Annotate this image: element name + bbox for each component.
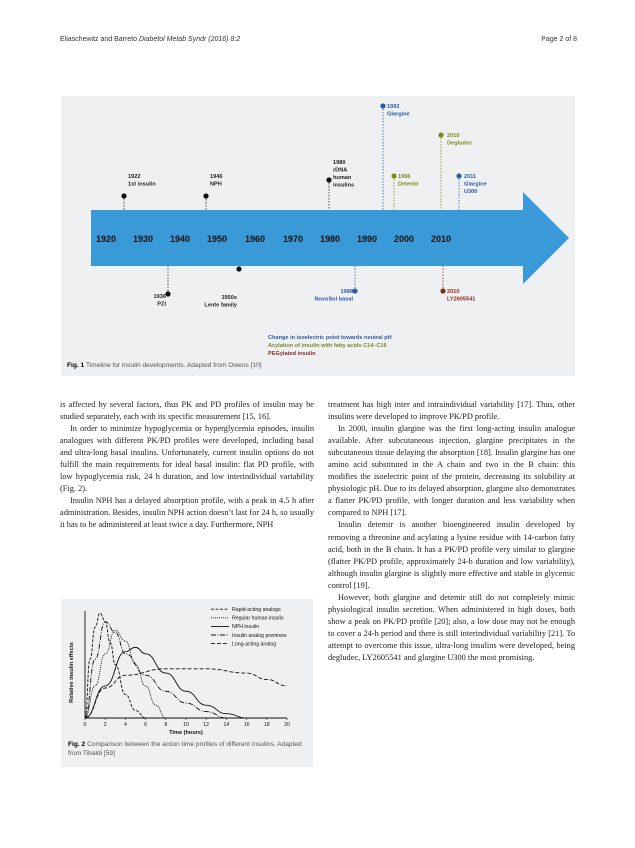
legend-entry: NPH insulin [232, 624, 260, 631]
paragraph: treatment has high inter and intraindividual variability [17]. Thus, other insulins were developed to improve PK/PD profile. [328, 400, 575, 422]
left-column [60, 399, 314, 532]
event-label: 1950s [221, 295, 237, 301]
event-label: 1st insulin [128, 181, 156, 188]
event-label: Glargine [464, 181, 487, 188]
legend-entry: Long-acting analog [232, 641, 277, 648]
event-label: U300 [464, 189, 478, 195]
x-tick-label: 16 [243, 722, 250, 728]
x-tick-label: 0 [83, 722, 87, 728]
event-label: 1996 [398, 174, 411, 180]
event-label: Glargine [387, 111, 410, 118]
timeline-event [326, 160, 354, 210]
right-column [328, 399, 575, 664]
legend-entry: Insulin analog premixes [232, 632, 287, 639]
timeline-event [456, 173, 486, 210]
legend-entry: Regular human insulin [232, 615, 284, 622]
decade-label: 1980 [320, 234, 341, 244]
decade-label: 1990 [357, 234, 378, 244]
event-label: Detemir [398, 181, 419, 188]
event-dot [352, 288, 357, 293]
event-dot [391, 173, 396, 178]
series-line [85, 630, 166, 718]
event-label: 1992 [387, 104, 400, 110]
paragraph: In 2000, insulin glargine was the first long-acting insulin analogue available. After subcutaneous injection, glargine precipitates in the subcutaneous tissue delaying the absorption [18]. Insulin glargine has one amino acid substituted in the A chain and two in the B chain: this modifies the isoelectric point of the protein, decreasing its solubility at physiologic pH. Due to its delayed absorption, glargine also demonstrates a flatter PK/PD profile, with longer duration and less variability when compared to NPH [17]. [328, 424, 575, 518]
event-dot [203, 193, 208, 198]
event-label: 1936 [153, 294, 166, 300]
chart-svg [61, 599, 313, 739]
decade-label: 1930 [133, 234, 154, 244]
event-label: 1946 [210, 174, 223, 180]
timeline-event [440, 266, 475, 303]
figure-1-timeline [61, 96, 575, 376]
event-label: 1980 [333, 160, 346, 166]
series-line [85, 647, 247, 718]
x-tick-label: 20 [284, 722, 290, 728]
event-label: Lente family [204, 302, 237, 309]
y-axis-label: Relative insulin effects [69, 642, 75, 703]
decade-label: 1960 [245, 234, 266, 244]
decade-label: 2010 [431, 234, 452, 244]
timeline-event [314, 266, 357, 303]
timeline-event [204, 266, 241, 309]
page-number: Page 2 of 8 [541, 36, 577, 43]
event-dot [380, 103, 385, 108]
decade-label: 1970 [283, 234, 304, 244]
figure-1-caption: Fig. 1 Timeline for insulin developments. Adapted from Owens [10] [67, 362, 262, 369]
event-label: NovoSol basal [314, 296, 353, 303]
paragraph: is affected by several factors, thus PK and PD profiles of insulin may be studied separately, each with its specific measurement [15, 16]. [60, 400, 314, 422]
timeline-event [154, 266, 171, 308]
legend-acylation: Acylation of insulin with fatty acids C14–C16 [268, 343, 387, 349]
event-label: human [333, 175, 352, 181]
paragraph: Insulin NPH has a delayed absorption profile, with a peak in 4.5 h after administration. Besides, insulin NPH action doesn’t last for 24 h, so usually it has to be administered at least twice a day. Furthermore, NPH [60, 496, 314, 530]
x-tick-label: 8 [164, 722, 168, 728]
x-tick-label: 4 [123, 722, 127, 728]
event-dot [438, 132, 443, 137]
event-dot [456, 173, 461, 178]
event-label: Degludec [447, 140, 473, 147]
event-label: 2010 [447, 289, 460, 295]
paragraph: However, both glargine and detemir still do not completely mimic physiological insulin secretion. When administered in high doses, both show a peak on PK/PD profile [20]; also, a low dose may not be enough to cover a 24-h period and there is still interindividual variability [21]. To attempt to overcome this issue, ultra-long insulins were developed, being degludec, LY2605541 and glargine U300 the most promising. [328, 592, 575, 662]
event-label: 2010 [447, 133, 460, 139]
event-label: 2011 [464, 174, 477, 180]
x-tick-label: 10 [183, 722, 189, 728]
x-tick-label: 12 [203, 722, 210, 728]
event-label: PZI [157, 301, 166, 308]
event-dot [326, 177, 331, 182]
event-label: rDNA [333, 167, 348, 174]
x-tick-label: 14 [223, 722, 230, 728]
event-label: NPH [210, 181, 222, 188]
decade-label: 1940 [170, 234, 191, 244]
x-tick-label: 18 [263, 722, 270, 728]
x-tick-label: 6 [144, 722, 148, 728]
figure-2-chart [61, 599, 313, 767]
event-dot [236, 266, 241, 271]
event-label: 1922 [128, 174, 141, 180]
x-axis-label: Time (hours) [169, 730, 203, 736]
timeline-event [203, 174, 222, 210]
legend-isoelectric: Change in isoelectric point towards neutral pH [268, 335, 392, 341]
series-line [85, 613, 146, 718]
legend-pegylated: PEGylated insulin [268, 351, 316, 357]
event-label: 1988 [340, 289, 353, 295]
legend-entry: Rapid-acting analogs [232, 607, 281, 613]
event-label: LY2605541 [447, 296, 476, 303]
series-line [85, 669, 287, 718]
x-tick-label: 2 [103, 722, 107, 728]
timeline-event [391, 173, 419, 210]
event-dot [440, 288, 445, 293]
timeline-svg [61, 96, 575, 376]
paragraph: Insulin detemir is another bioengineered insulin developed by removing a threonine and acylating a lysine residue with 14-carbon fatty acid, both in the B chain. It has a PK/PD profile very similar to glargine (flatter PK/PD profile, approximately 24-h duration and low variability), although insulin glargine is slightly more effective and stable in glycemic control [19]. [328, 520, 575, 590]
timeline-event [121, 174, 156, 210]
event-label: insulins [333, 182, 355, 189]
decade-label: 2000 [394, 234, 415, 244]
running-header: Eliaschewitz and Barreto Diabetol Metab Syndr (2016) 8:2 [60, 36, 241, 43]
figure-2-caption: Fig. 2 Comparison between the action time profiles of different insulins. Adapted from Tibaldi [59] [68, 741, 302, 757]
timeline-event [438, 132, 472, 210]
decade-label: 1920 [96, 234, 117, 244]
paragraph: In order to minimize hypoglycemia or hyperglycemia episodes, insulin analogues with different PK/PD profiles were developed, including basal and ultra-long basal insulins. Unfortunately, current insulin options do not fulfill the main requirements for ideal basal insulin: flat PD profile, with low hypoglycemia risk, 24 h duration, and low interindividual variability (Fig. 2). [60, 424, 314, 494]
event-dot [121, 193, 126, 198]
decade-label: 1950 [207, 234, 228, 244]
event-dot [165, 291, 170, 296]
timeline-event [380, 103, 409, 210]
